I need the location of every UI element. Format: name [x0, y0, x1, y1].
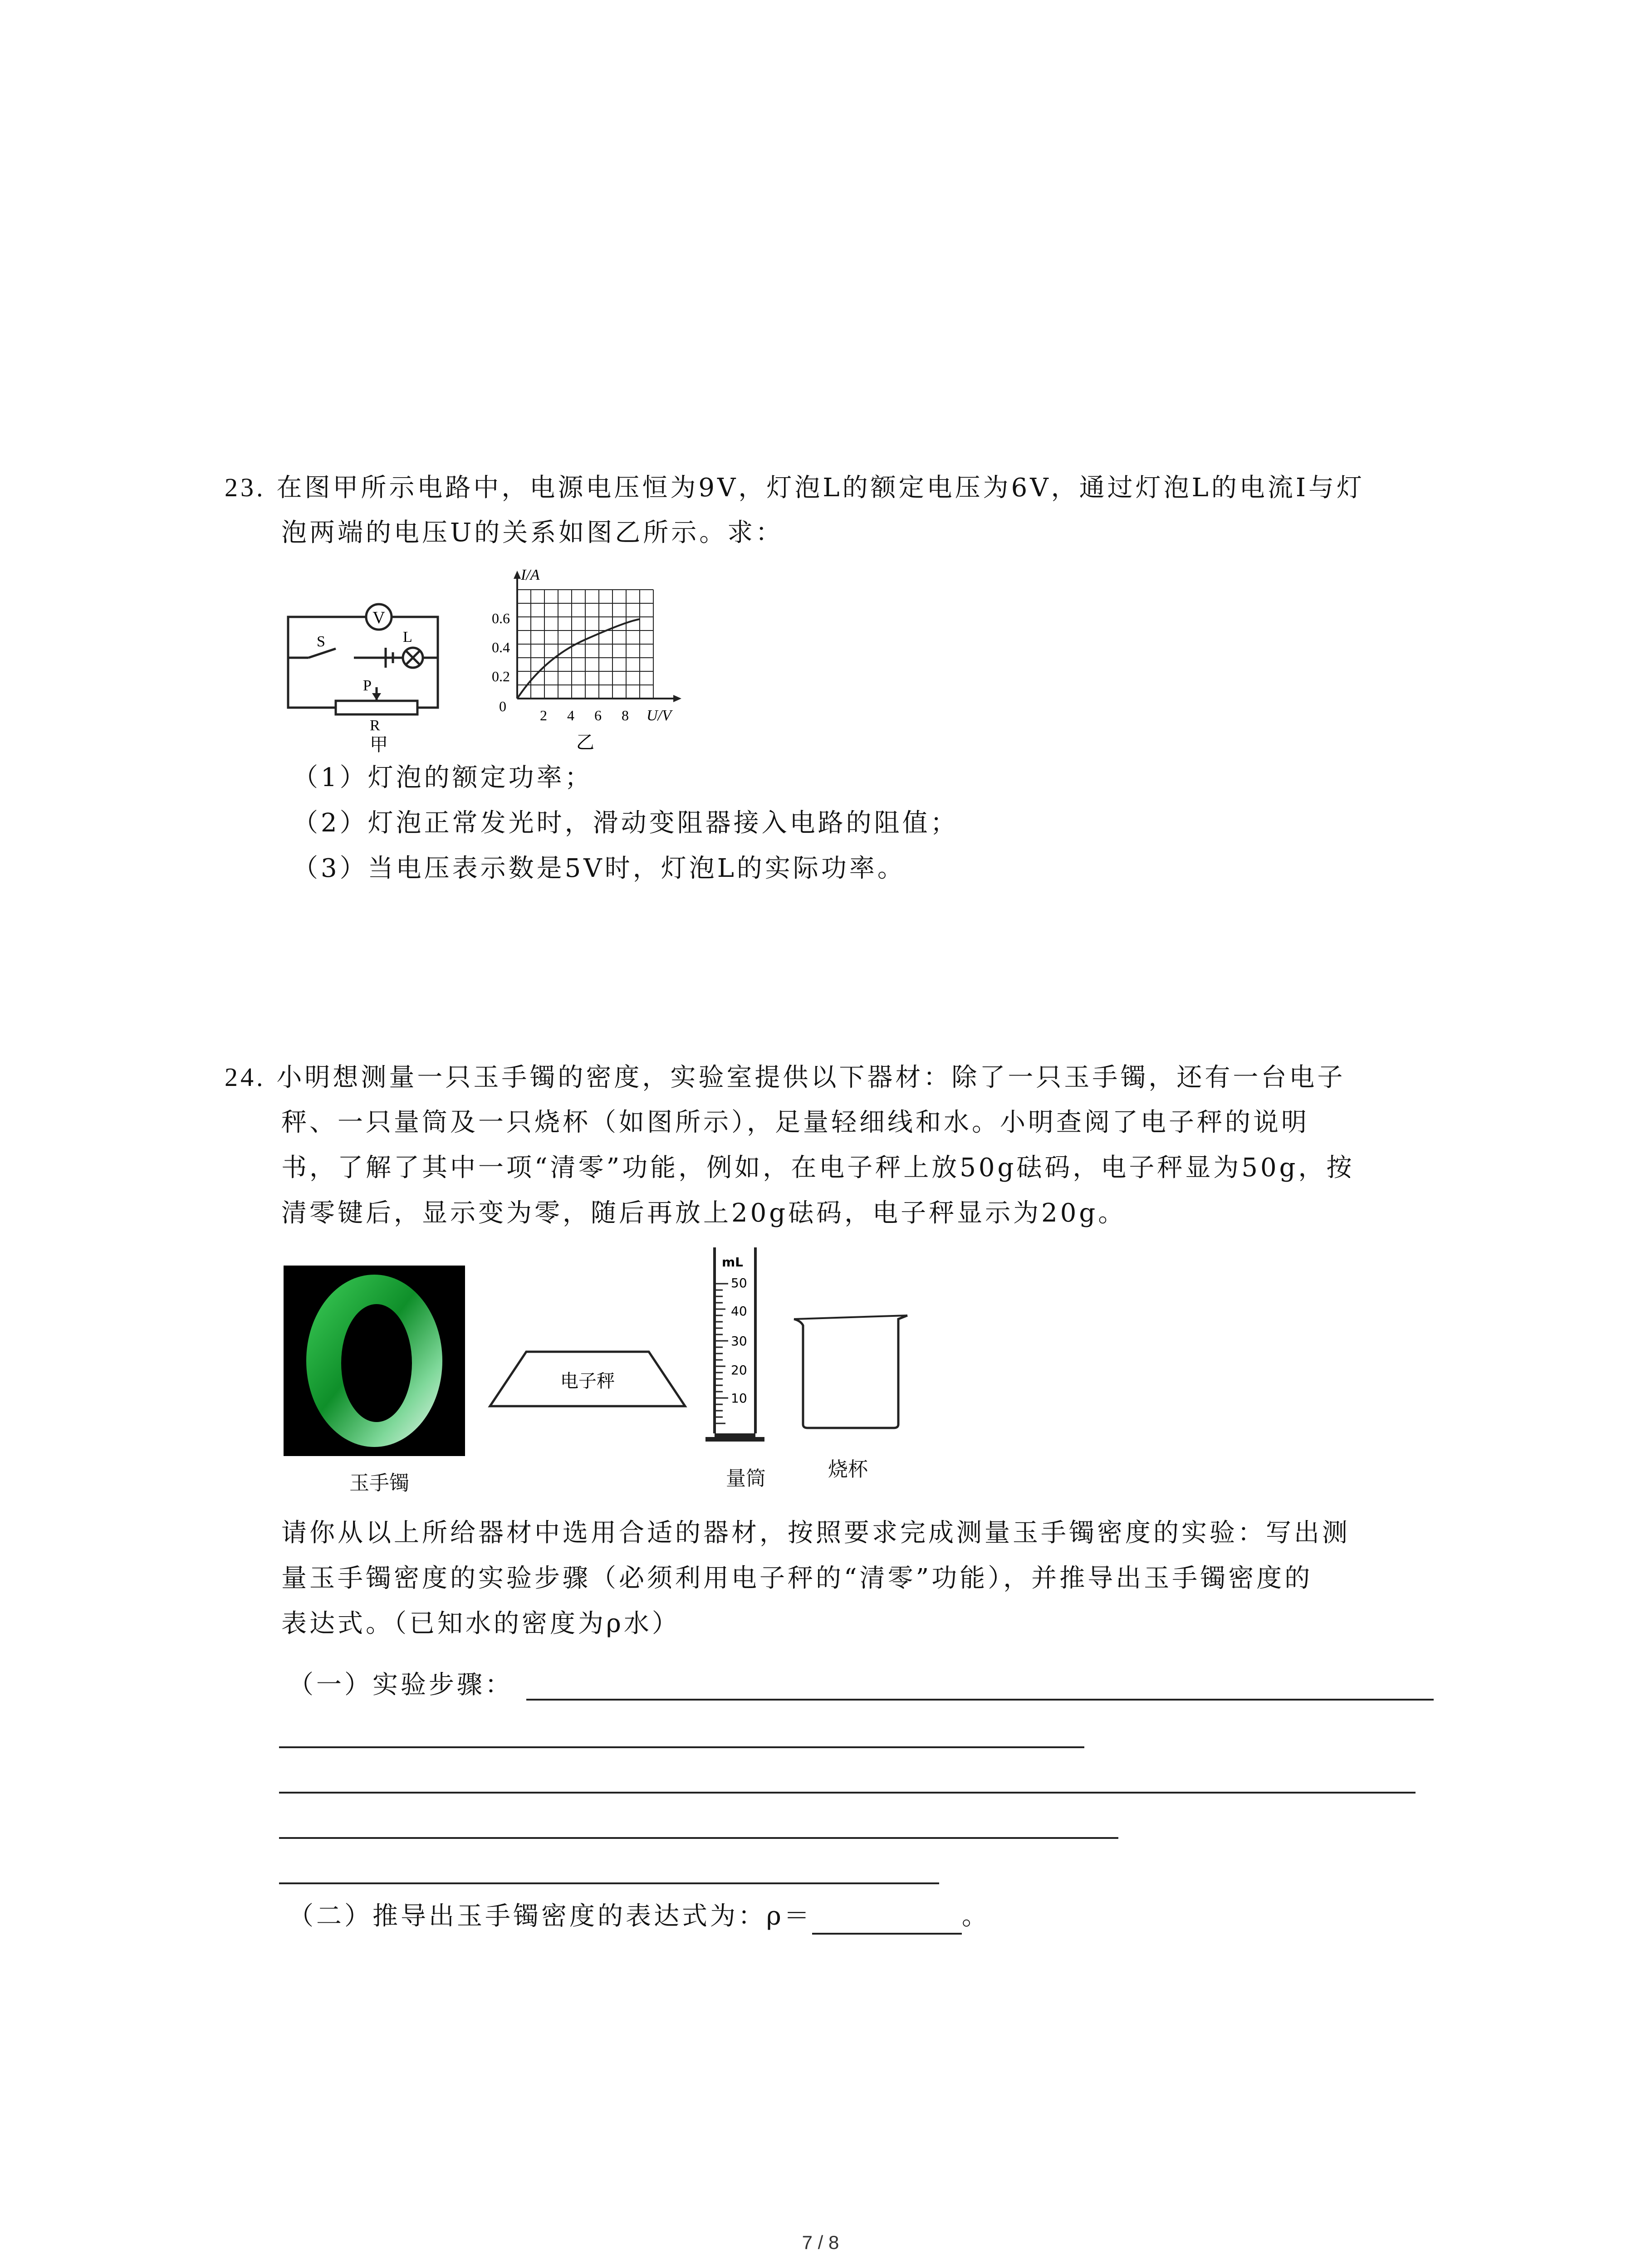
q24-line1 [225, 1059, 1345, 1096]
scale-label: 电子秤 [560, 1371, 615, 1392]
x-axis-label: U/V [647, 707, 671, 724]
answer-line-expr[interactable] [812, 1906, 962, 1935]
expr-label: （二）推导出玉手镯密度的表达式为：ρ＝ [288, 1901, 812, 1931]
iu-curve [517, 619, 640, 699]
y-tick-02: 0.2 [492, 668, 510, 684]
q24-stem-line4: 清零键后，显示变为零，随后再放上20g砝码，电子秤显示为20g。 [281, 1198, 1127, 1228]
page-number: 7 / 8 [802, 2232, 839, 2253]
q24-stem-line3: 书，了解了其中一项“清零”功能，例如，在电子秤上放50g砝码，电子秤显为50g，按 [281, 1153, 1355, 1183]
graph-grid [517, 590, 653, 699]
y-tick-06: 0.6 [492, 610, 510, 626]
q24-para3: 表达式。（已知水的密度为ρ水） [281, 1609, 680, 1638]
answer-line-steps-1[interactable] [526, 1699, 1434, 1701]
x-tick-4: 4 [567, 707, 574, 723]
circuit-diagram [281, 590, 490, 762]
y-tick-04: 0.4 [492, 639, 510, 655]
switch-label: S [317, 633, 325, 650]
y-axis-label: I/A [521, 567, 540, 583]
cylinder-tick-40: 40 [731, 1304, 747, 1319]
cylinder-unit: mL [722, 1255, 744, 1270]
answer-line-steps-5[interactable] [279, 1882, 939, 1884]
q24-stem-line1: 小明想测量一只玉手镯的密度，实验室提供以下器材：除了一只玉手镯，还有一台电子 [276, 1063, 1346, 1092]
cylinder-tick-10: 10 [731, 1391, 747, 1406]
x-tick-2: 2 [540, 707, 547, 723]
cylinder-tick-50: 50 [731, 1276, 747, 1290]
lamp-label: L [403, 629, 412, 645]
cylinder-tick-30: 30 [731, 1334, 747, 1349]
expr-row [288, 1898, 990, 1935]
q23-sub2: （2）灯泡正常发光时，滑动变阻器接入电路的阻值； [293, 808, 959, 838]
x-tick-6: 6 [594, 707, 602, 723]
expr-end: 。 [961, 1901, 990, 1931]
iu-graph [490, 567, 690, 758]
q23-sub1: （1）灯泡的额定功率； [293, 763, 593, 792]
graduated-cylinder [705, 1243, 778, 1442]
answer-line-steps-4[interactable] [279, 1837, 1118, 1839]
electronic-scale [485, 1347, 690, 1411]
answer-line-steps-3[interactable] [279, 1792, 1416, 1794]
q23-line1 [225, 469, 1365, 506]
origin-label: 0 [499, 698, 506, 714]
cylinder-label: 量筒 [726, 1467, 766, 1490]
beaker-label: 烧杯 [828, 1458, 868, 1481]
bracelet-label: 玉手镯 [349, 1471, 409, 1495]
steps-label: （一）实验步骤： [288, 1670, 513, 1700]
q24-number: 24. [225, 1062, 266, 1092]
jade-bracelet-image [284, 1266, 465, 1456]
q24-stem-line2: 秤、一只量筒及一只烧杯（如图所示），足量轻细线和水。小明查阅了电子秤的说明 [281, 1108, 1309, 1137]
q24-para1: 请你从以上所给器材中选用合适的器材，按照要求完成测量玉手镯密度的实验：写出测 [281, 1518, 1350, 1548]
answer-line-steps-2[interactable] [279, 1746, 1084, 1748]
cylinder-tick-marks [715, 1284, 728, 1423]
voltmeter-label: V [372, 608, 385, 627]
q23-number: 23. [225, 473, 266, 502]
q23-stem-line2: 泡两端的电压U的关系如图乙所示。求： [281, 518, 784, 547]
q24-para2: 量玉手镯密度的实验步骤（必须利用电子秤的“清零”功能），并推导出玉手镯密度的 [281, 1564, 1313, 1593]
graph-caption: 乙 [576, 732, 594, 753]
circuit-caption: 甲 [370, 734, 388, 755]
q23-stem-line1: 在图甲所示电路中，电源电压恒为9V，灯泡L的额定电压为6V，通过灯泡L的电流I与灯 [276, 473, 1365, 503]
beaker [789, 1311, 916, 1433]
slider-label: P [363, 677, 372, 694]
resistor-label: R [370, 717, 380, 734]
q23-sub3: （3）当电压表示数是5V时，灯泡L的实际功率。 [293, 854, 906, 883]
cylinder-tick-20: 20 [731, 1363, 747, 1378]
x-tick-8: 8 [622, 707, 629, 723]
